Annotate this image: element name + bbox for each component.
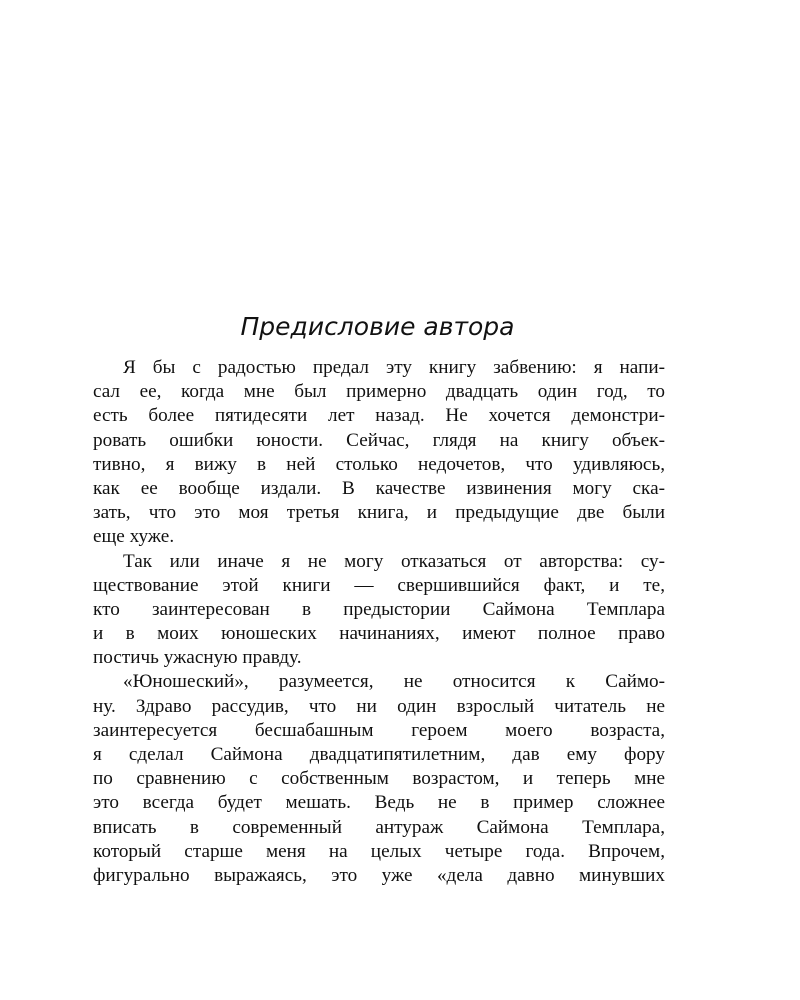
- text-line: есть более пятидесяти лет назад. Не хочется демонстри-: [93, 405, 665, 427]
- paragraph: [93, 670, 665, 888]
- paragraph: [93, 356, 665, 550]
- text-line: вписать в современный антураж Саймона Темплара,: [93, 816, 665, 838]
- paragraph: [93, 550, 665, 671]
- text-line: «Юношеский», разумеется, не относится к Саймо-: [123, 671, 665, 693]
- text-line: ну. Здраво рассудив, что ни один взрослый читатель не: [93, 695, 665, 717]
- text-line: фигурально выражаясь, это уже «дела давно минувших: [93, 864, 665, 886]
- text-line: это всегда будет мешать. Ведь не в пример сложнее: [93, 792, 665, 814]
- text-line: как ее вообще издали. В качестве извинения могу ска-: [93, 477, 665, 499]
- text-line: тивно, я вижу в ней столько недочетов, что удивляюсь,: [93, 453, 665, 475]
- text-line: еще хуже.: [93, 526, 175, 548]
- text-line: я сделал Саймона двадцатипятилетним, дав ему фору: [93, 744, 665, 765]
- text-line: и в моих юношеских начинаниях, имеют полное право: [93, 623, 665, 645]
- text-line: Я бы с радостью предал эту книгу забвению: я напи-: [123, 357, 665, 378]
- text-line: заинтересуется бесшабашным героем моего возраста,: [93, 719, 665, 741]
- text-line: постичь ужасную правду.: [93, 647, 302, 669]
- text-line: который старше меня на целых четыре года. Впрочем,: [93, 840, 665, 862]
- page-title: Предисловие автора: [240, 312, 515, 341]
- body-text: [93, 356, 665, 888]
- text-line: кто заинтересован в предыстории Саймона Темплара: [93, 598, 665, 620]
- text-line: по сравнению с собственным возрастом, и теперь мне: [93, 768, 665, 790]
- text-line: ровать ошибки юности. Сейчас, глядя на книгу объек-: [93, 429, 665, 451]
- text-line: зать, что это моя третья книга, и предыдущие две были: [93, 502, 665, 524]
- text-line: ществование этой книги — свершившийся факт, и те,: [93, 574, 665, 596]
- text-line: Так или иначе я не могу отказаться от авторства: су-: [123, 550, 665, 572]
- text-line: сал ее, когда мне был примерно двадцать один год, то: [93, 381, 665, 403]
